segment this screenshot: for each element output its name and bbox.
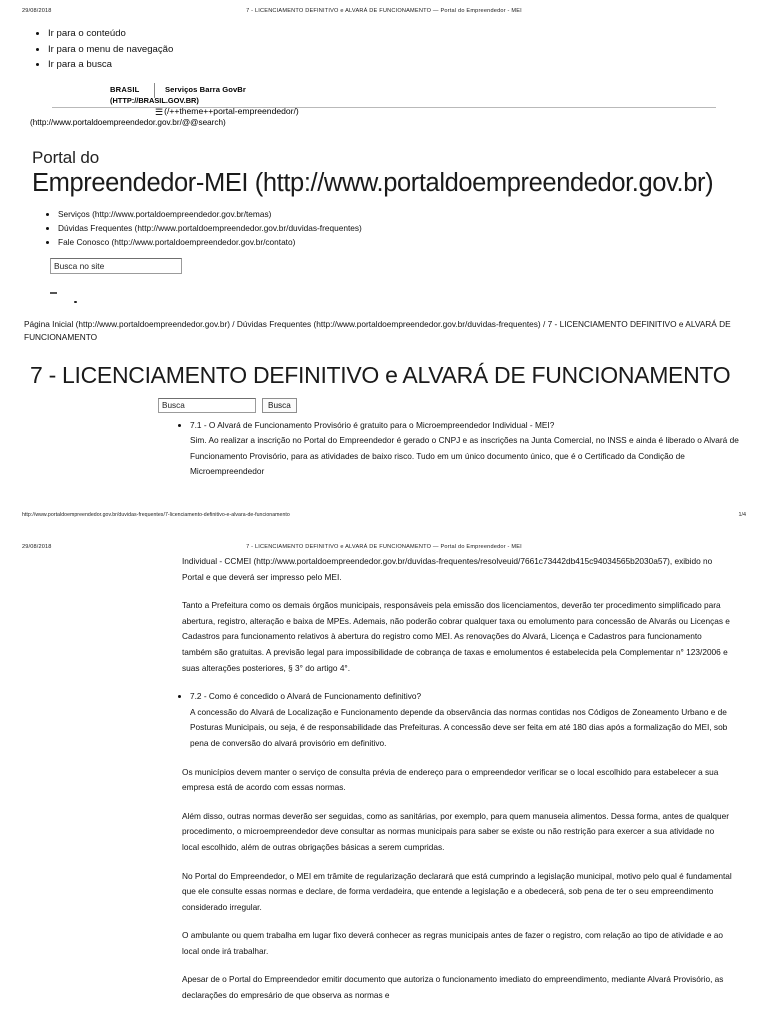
faq-list [22, 418, 746, 480]
faq-body [182, 554, 732, 676]
gov-brasil-bar [22, 85, 746, 129]
faq-answer-part: Apesar de o Portal do Empreendedor emitir documento que autoriza o funcionamento imediato do empreendimento, mediante Alvará Provisório, as declarações do empresário de que observa as normas e [182, 974, 724, 1001]
site-search-input[interactable] [50, 258, 182, 274]
faq-answer-part: Sim. Ao realizar a inscrição no Portal do Empreendedor é gerado o CNPJ e as inscrições na Junta Comercial, no INSS e ainda é liberado o Alvará de Funcionamento Provisório, para as atividades de baixo risco. Tudo em um único documento único, que é o Certificado da Condição de Microempreendedor [190, 435, 739, 477]
dash-mark-icon [50, 292, 57, 294]
print-header [0, 536, 768, 554]
bar-horizontal-rule [52, 107, 716, 108]
faq-question: 7.1 - O Alvará de Funcionamento Provisório é gratuito para o Microempreendedor Individual - MEI? [190, 419, 555, 430]
skip-link-label: Ir para a busca [48, 59, 112, 70]
breadcrumb[interactable]: Página Inicial (http://www.portaldoempreendedor.gov.br) / Dúvidas Frequentes (http://www.portaldoempreendedor.gov.br/duvidas-frequentes) / 7 - LICENCIAMENTO DEFINITIVO e ALVARÁ DE FUNCIONAMENTO [24, 318, 731, 342]
skip-link-content[interactable] [48, 26, 746, 42]
faq-answer-part: O ambulante ou quem trabalha em lugar fixo deverá conhecer as regras municipais antes de fazer o registro, com relação ao tipo de atividade e ao local onde irá trabalhar. [182, 930, 723, 956]
faq-body-continued [182, 765, 732, 1004]
nav-item-servicos[interactable] [58, 207, 746, 221]
site-nav-list [22, 207, 746, 249]
brasil-url[interactable]: (HTTP://BRASIL.GOV.BR) [110, 95, 199, 105]
theme-link-label: (/++theme++portal-empreendedor/) [164, 105, 299, 116]
print-date: 29/08/2018 [22, 544, 52, 550]
faq-list [22, 689, 746, 751]
print-date: 29/08/2018 [22, 8, 52, 14]
faq-question: 7.2 - Como é concedido o Alvará de Funcionamento definitivo? [190, 691, 422, 702]
faq-item-7-1 [190, 418, 746, 480]
search-url-link[interactable]: (http://www.portaldoempreendedor.gov.br/@@search) [30, 117, 226, 127]
printed-page-2 [0, 536, 768, 1024]
faq-search-button[interactable]: Busca [262, 398, 297, 413]
page-title: 7 - LICENCIAMENTO DEFINITIVO e ALVARÁ DE FUNCIONAMENTO [30, 361, 731, 388]
print-page-indicator: 1/4 [738, 512, 746, 518]
site-title [32, 147, 746, 199]
decorative-marks [50, 292, 746, 314]
hamburger-menu-icon[interactable]: ☰ [155, 106, 164, 117]
nav-item-label: Serviços (http://www.portaldoempreendedor.gov.br/temas) [58, 208, 272, 219]
nav-item-fale-conosco[interactable] [58, 235, 746, 249]
print-footer [0, 512, 768, 522]
faq-item-7-2 [190, 689, 746, 751]
print-header [0, 0, 768, 18]
faq-answer-part: Individual - CCMEI (http://www.portaldoempreendedor.gov.br/duvidas-frequentes/resolveuid/7661c73442db415c94034565b2030a57), exibido no Portal e que deverá ser impresso pelo MEI. [182, 556, 713, 582]
gov-services-link[interactable]: Serviços Barra GovBr [165, 84, 246, 94]
skip-link-search[interactable] [48, 57, 746, 73]
faq-answer-part: Os municípios devem manter o serviço de consulta prévia de endereço para o empreendedor verificar se o local escolhido para estabelecer a sua empresa está de acordo com essas normas. [182, 766, 719, 793]
brasil-label[interactable]: BRASIL [110, 84, 140, 94]
theme-link[interactable] [155, 106, 299, 118]
faq-answer-part: No Portal do Empreendedor, o MEI em trâmite de regularização declarará que está cumprindo a legislação municipal, motivo pelo qual é fundamental que ele consulte essas normas e declare, de forma verdadeira, que entende a legislação e a obedecerá, sob pena de ter o seu empreendimento considerado irregular. [182, 870, 732, 912]
faq-answer-part: Tanto a Prefeitura como os demais órgãos municipais, responsáveis pela emissão dos licenciamentos, deverão ter procedimento simplificado para abertura, registro, alteração e baixa de MPEs. Ademais, não poderão cobrar qualquer taxa ou emolumento para concessão de Alvarás ou Licenças e Cadastros para funcionamento relativos à abertura do registro como MEI. As renovações do Alvará, Licença e Cadastros para funcionamento também são gratuitas. A previsão legal para impossibilidade de cobrança de taxas e emolumentos é estabelecida pela Complementar n° 123/2006 e suas alterações posteriores, § 3° do artigo 4°. [182, 600, 730, 673]
faq-answer-part: Além disso, outras normas deverão ser seguidas, como as sanitárias, por exemplo, para quem manuseia alimentos. Dessa forma, antes de qualquer procedimento, o microempreendedor deve consultar as normas municipais para saber se existe ou não restrição para exercer a sua atividade no local escolhido, além de outras obrigações básicas a serem cumpridas. [182, 810, 729, 852]
faq-answer-part: A concessão do Alvará de Localização e Funcionamento depende da observância das normas contidas nos Códigos de Zoneamento Urbano e de Posturas Municipais, ou seja, é de responsabilidade das Prefeituras. A concessão deve ser feita em até 180 dias após a formalização do MEI, sob pena de conversão do alvará provisório em definitivo. [190, 706, 728, 748]
nav-item-label: Fale Conosco (http://www.portaldoempreendedor.gov.br/contato) [58, 236, 296, 247]
skip-links-list [22, 26, 746, 73]
bullet-mark-icon [74, 301, 77, 304]
faq-search-input[interactable] [158, 398, 256, 413]
print-header-title: 7 - LICENCIAMENTO DEFINITIVO e ALVARÁ DE FUNCIONAMENTO — Portal do Empreendedor - MEI [246, 8, 522, 14]
skip-link-label: Ir para o conteúdo [48, 28, 126, 39]
print-footer-url: http://www.portaldoempreendedor.gov.br/duvidas-frequentes/7-licenciamento-definitivo-e-alvara-de-funcionamento [22, 512, 290, 518]
skip-link-navigation[interactable] [48, 42, 746, 58]
site-title-line2[interactable]: Empreendedor-MEI (http://www.portaldoempreendedor.gov.br) [32, 168, 714, 197]
site-title-line1: Portal do [32, 147, 100, 167]
skip-link-label: Ir para o menu de navegação [48, 43, 174, 55]
faq-search-row [158, 398, 746, 415]
nav-item-label: Dúvidas Frequentes (http://www.portaldoempreendedor.gov.br/duvidas-frequentes) [58, 222, 362, 233]
nav-item-duvidas-frequentes[interactable] [58, 221, 746, 235]
print-header-title: 7 - LICENCIAMENTO DEFINITIVO e ALVARÁ DE FUNCIONAMENTO — Portal do Empreendedor - MEI [246, 544, 522, 550]
